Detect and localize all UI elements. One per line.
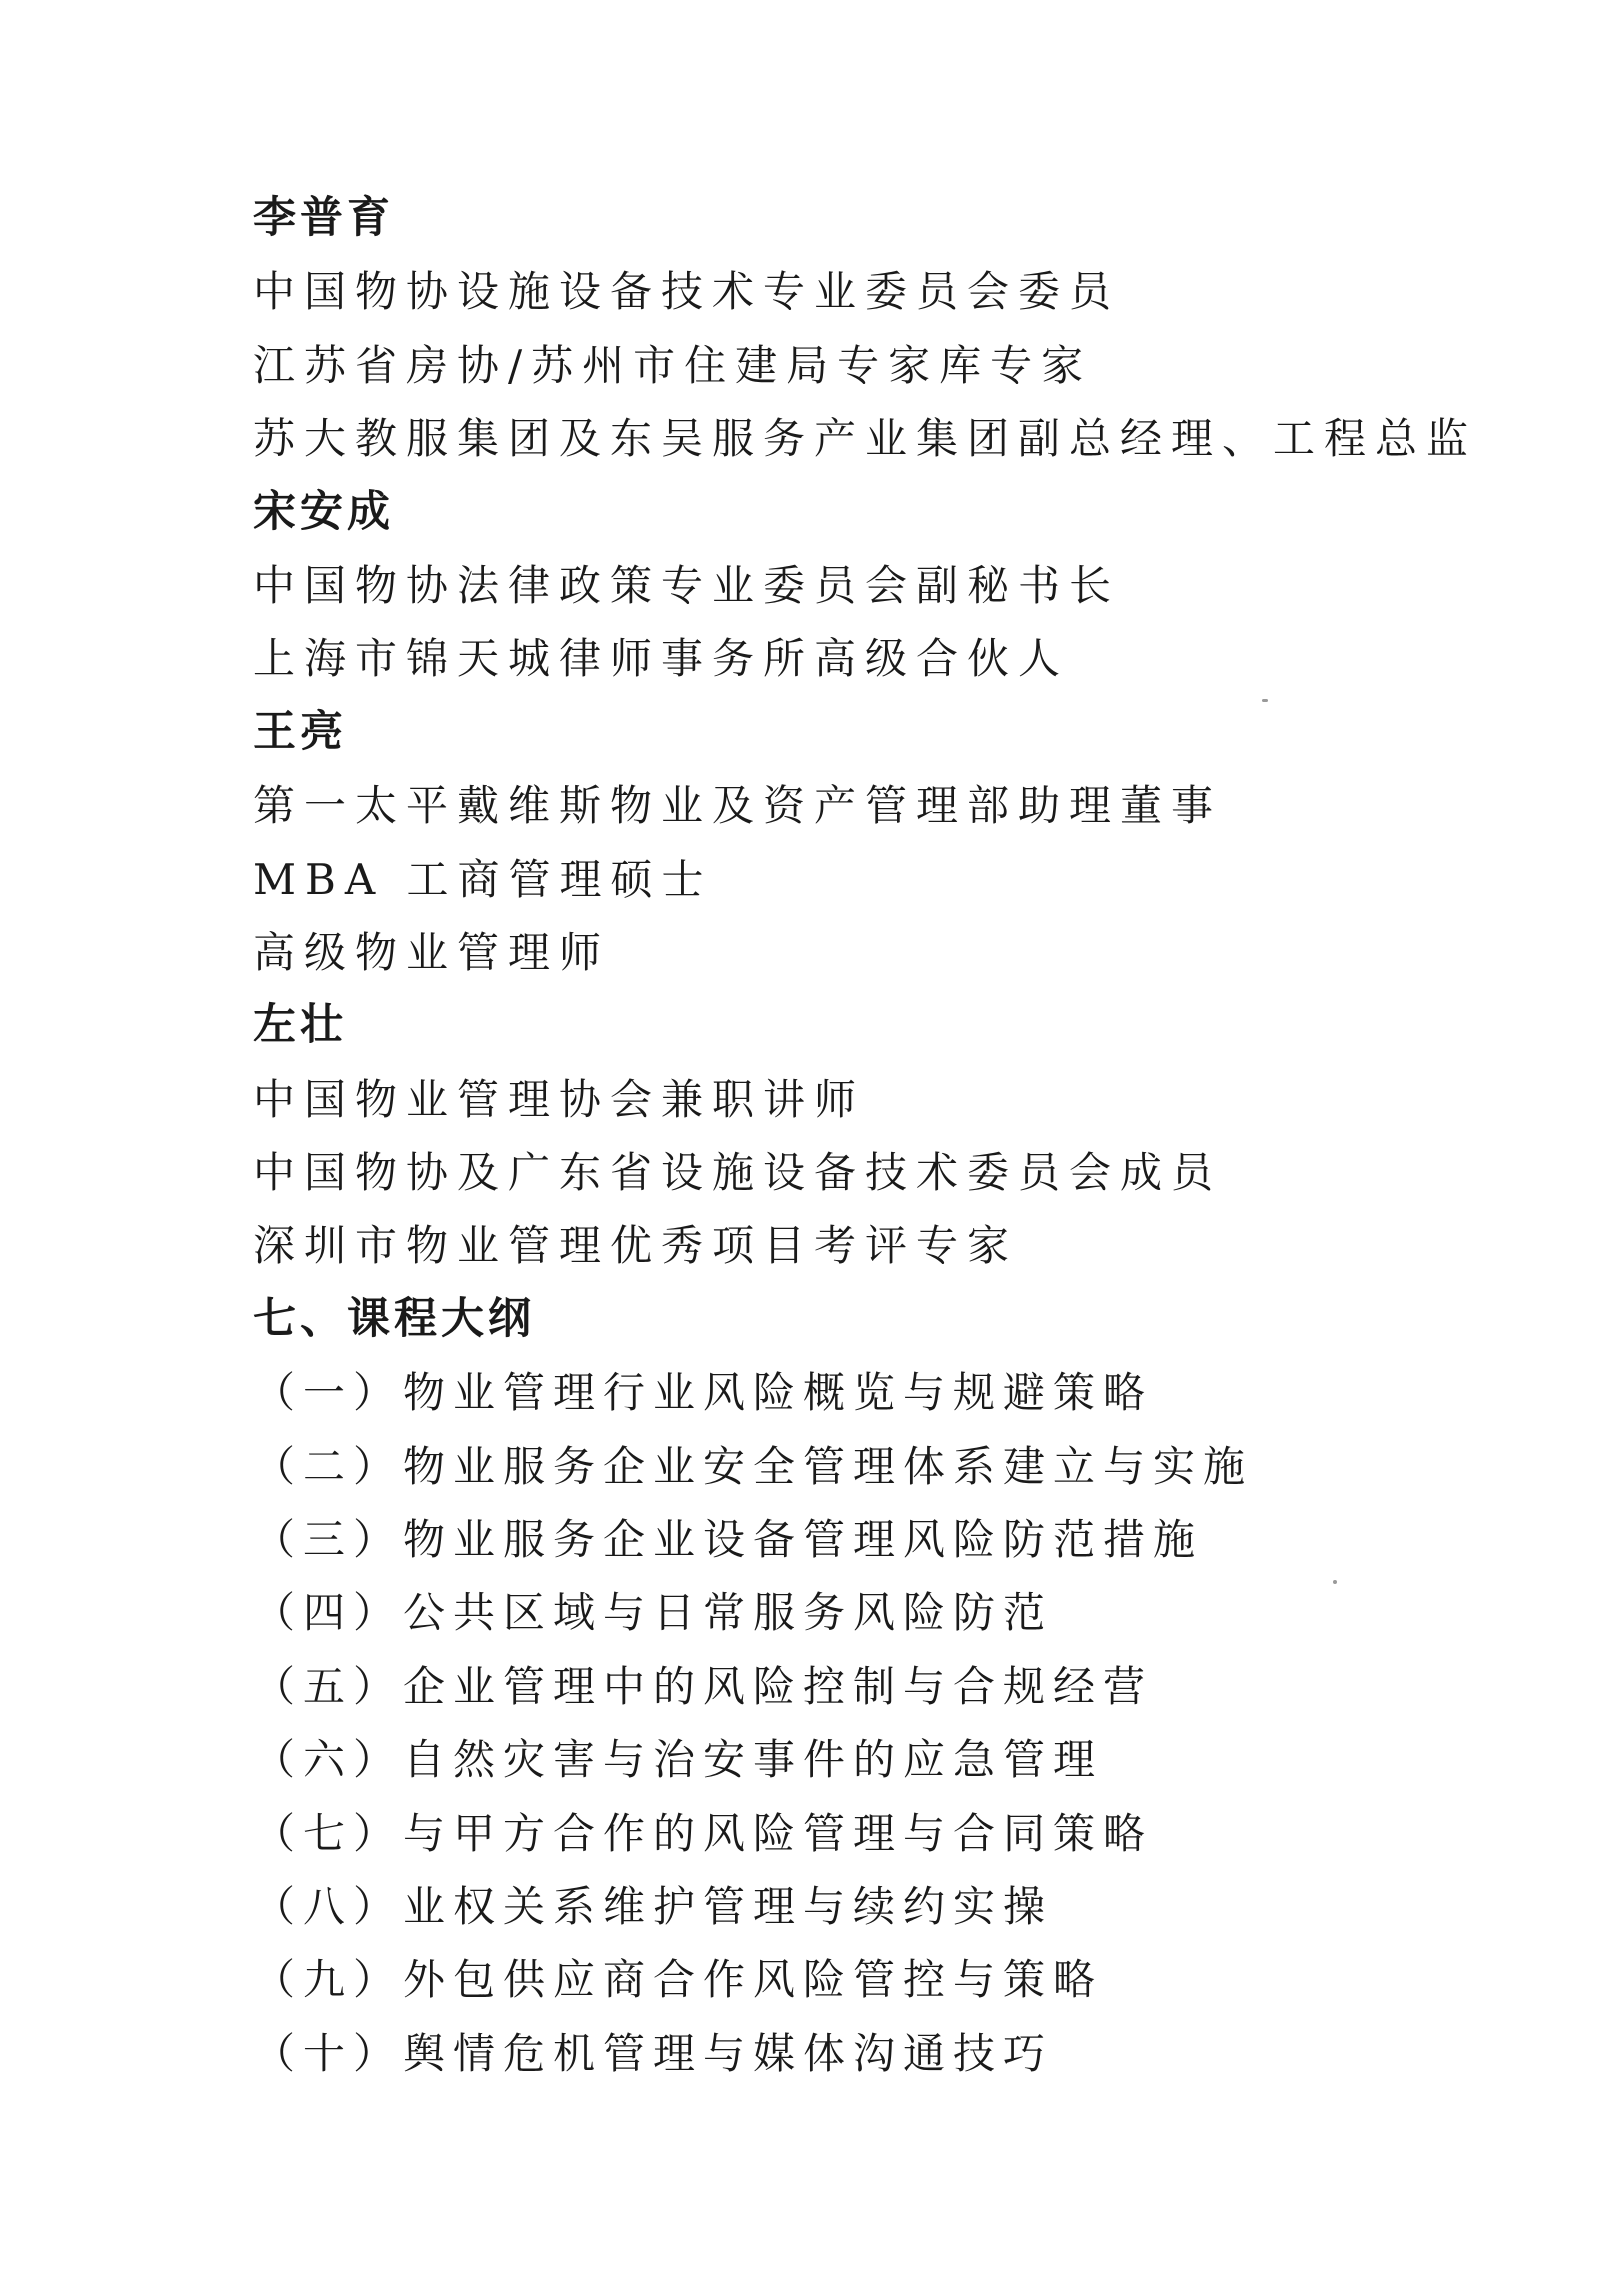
lecturer-title: MBA 工商管理硕士 xyxy=(253,854,713,904)
syllabus-item: （五）企业管理中的风险控制与合规经营 xyxy=(253,1661,1154,1711)
syllabus-item: （六）自然灾害与治安事件的应急管理 xyxy=(253,1735,1104,1785)
lecturer-name: 宋安成 xyxy=(253,486,394,537)
lecturer-title: 苏大教服集团及东吴服务产业集团副总经理、工程总监 xyxy=(253,414,1478,464)
lecturer-name: 王亮 xyxy=(253,706,347,757)
lecturer-block xyxy=(253,989,1393,1283)
syllabus-item: （二）物业服务企业安全管理体系建立与实施 xyxy=(253,1441,1254,1491)
lecturer-title: 江苏省房协/苏州市住建局专家库专家 xyxy=(253,340,1093,390)
lecturer-title: 高级物业管理师 xyxy=(253,927,611,977)
syllabus-item: （十）舆情危机管理与媒体沟通技巧 xyxy=(253,2028,1054,2078)
syllabus-section xyxy=(253,1283,1393,2090)
lecturer-block xyxy=(253,476,1393,696)
lecturer-title: 中国物协设施设备技术专业委员会委员 xyxy=(253,267,1121,317)
syllabus-item: （三）物业服务企业设备管理风险防范措施 xyxy=(253,1515,1204,1565)
lecturer-name: 李普育 xyxy=(253,193,394,243)
lecturer-block xyxy=(253,696,1393,990)
scan-speck xyxy=(1262,699,1268,702)
syllabus-item: （八）业权关系维护管理与续约实操 xyxy=(253,1881,1054,1931)
lecturer-title: 中国物协法律政策专业委员会副秘书长 xyxy=(253,560,1121,610)
syllabus-item: （七）与甲方合作的风险管理与合同策略 xyxy=(253,1808,1154,1858)
syllabus-item: （九）外包供应商合作风险管控与策略 xyxy=(253,1955,1104,2005)
lecturer-title: 中国物协及广东省设施设备技术委员会成员 xyxy=(253,1148,1223,1198)
lecturer-title: 第一太平戴维斯物业及资产管理部助理董事 xyxy=(253,781,1223,831)
lecturer-title: 上海市锦天城律师事务所高级合伙人 xyxy=(253,634,1070,684)
lecturer-name: 左壮 xyxy=(253,1000,347,1051)
syllabus-item: （一）物业管理行业风险概览与规避策略 xyxy=(253,1368,1154,1418)
document-page xyxy=(253,182,1478,2090)
scan-speck xyxy=(1333,1580,1337,1584)
syllabus-item: （四）公共区域与日常服务风险防范 xyxy=(253,1588,1054,1638)
section-heading: 七、课程大纲 xyxy=(253,1293,535,1344)
lecturer-title: 中国物业管理协会兼职讲师 xyxy=(253,1074,866,1124)
lecturer-block xyxy=(253,182,1478,476)
lecturer-title: 深圳市物业管理优秀项目考评专家 xyxy=(253,1221,1019,1271)
